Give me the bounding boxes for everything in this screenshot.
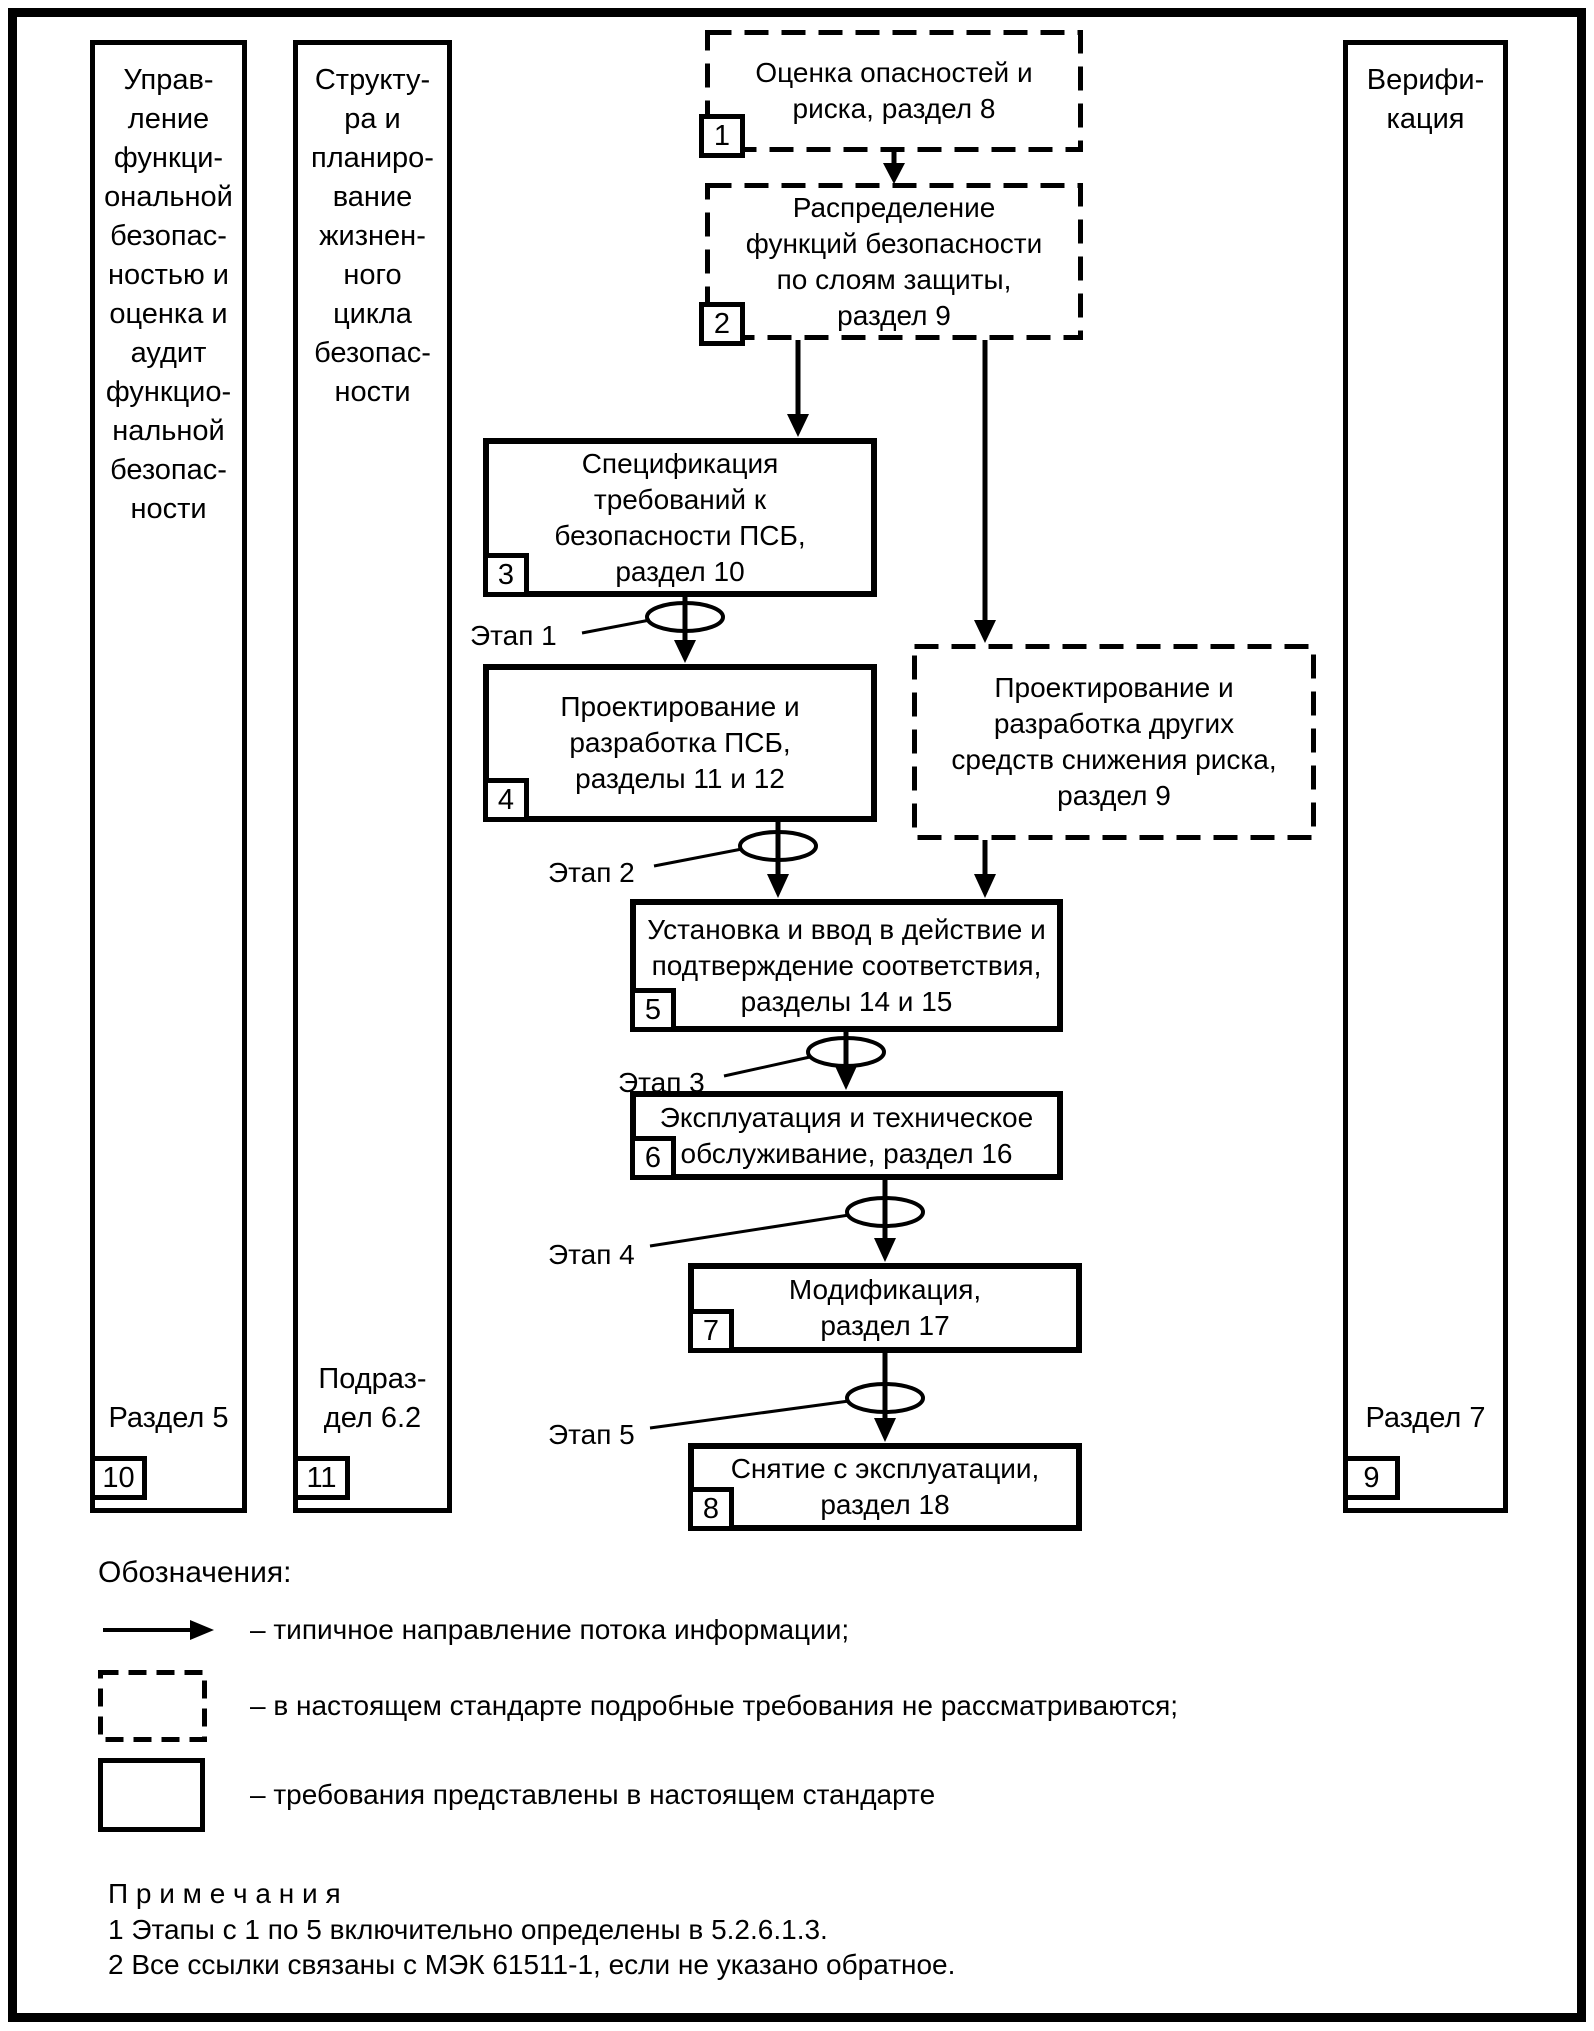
flow-box-3-safety-requirements-specification [483, 438, 877, 597]
box-number-badge-8: 8 [688, 1487, 734, 1531]
flow-box-1-hazard-risk-assessment [705, 30, 1083, 152]
stage-2-label: Этап 2 [548, 857, 635, 888]
stage-1-label: Этап 1 [470, 620, 557, 651]
stage-4-label: Этап 4 [548, 1239, 635, 1270]
box-text: Снятие с эксплуатации, раздел 18 [730, 1453, 1040, 1520]
legend-arrow-text: – типичное направление потока информации; [250, 1614, 850, 1645]
box-number-badge-1: 1 [699, 114, 745, 158]
note-2: 2 Все ссылки связаны с МЭК 61511-1, если не указано обратное. [108, 1949, 956, 1980]
box-number-badge-2: 2 [699, 302, 745, 346]
column-title: Структу- ра и планиро- вание жизнен- ного цикла безопас- ности [311, 64, 434, 408]
box-text: Оценка опасностей и риска, раздел 8 [755, 57, 1033, 124]
box-number-badge-4: 4 [483, 778, 529, 822]
box-text: Спецификация требований к безопасности ПСБ, раздел 10 [554, 447, 806, 587]
column-title: Управ- ление функци- ональной безопас- ностью и оценка и аудит функцио- нальной безопас- ности [104, 64, 233, 525]
column-title: Верифи- кация [1366, 64, 1485, 135]
flow-box-7-modification [688, 1263, 1082, 1353]
flow-box-2-safety-functions-allocation [705, 183, 1083, 340]
stage-5-label: Этап 5 [548, 1419, 635, 1450]
flow-box-4-sis-design-development [483, 664, 877, 822]
box-number-badge-10: 10 [90, 1456, 147, 1500]
box-text: Проектирование и разработка ПСБ, разделы 11 и 12 [560, 691, 800, 794]
box-text: Распределение функций безопасности по слоям защиты, раздел 9 [745, 191, 1043, 331]
flow-box-6-operation-maintenance [630, 1091, 1063, 1180]
box-number-badge-5: 5 [630, 988, 676, 1032]
column-functional-safety-management [90, 40, 247, 1513]
box-number-badge-11: 11 [293, 1456, 350, 1500]
flow-box-other-risk-reduction-means [912, 644, 1316, 840]
stage-3-label: Этап 3 [618, 1067, 705, 1098]
box-text: Модификация, раздел 17 [788, 1274, 982, 1341]
legend-solid-box-sample [98, 1758, 205, 1832]
box-number-badge-3: 3 [483, 553, 529, 597]
legend-title: Обозначения: [98, 1556, 292, 1589]
flow-box-8-decommissioning [688, 1443, 1082, 1531]
flow-box-5-installation-commissioning-validation [630, 899, 1063, 1032]
section-label: Подраз- дел 6.2 [318, 1363, 427, 1434]
column-lifecycle-structure-planning [293, 40, 452, 1513]
legend-solid-text: – требования представлены в настоящем стандарте [250, 1779, 936, 1810]
note-1: 1 Этапы с 1 по 5 включительно определены в 5.2.6.1.3. [108, 1914, 828, 1945]
box-text: Эксплуатация и техническое обслуживание, раздел 16 [659, 1101, 1034, 1169]
legend-dashed-text: – в настоящем стандарте подробные требования не рассматриваются; [250, 1690, 1179, 1721]
box-number-badge-6: 6 [630, 1136, 676, 1180]
section-label: Раздел 5 [108, 1402, 229, 1434]
legend-dashed-box-sample [98, 1670, 207, 1742]
box-number-badge-9: 9 [1343, 1456, 1400, 1500]
box-number-badge-7: 7 [688, 1309, 734, 1353]
section-label: Раздел 7 [1365, 1402, 1486, 1434]
column-verification [1343, 40, 1508, 1513]
box-text: Установка и ввод в действие и подтверждение соответствия, разделы 14 и 15 [647, 913, 1046, 1017]
box-text: Проектирование и разработка других средств снижения риска, раздел 9 [951, 672, 1277, 811]
notes-title: П р и м е ч а н и я [108, 1878, 341, 1909]
